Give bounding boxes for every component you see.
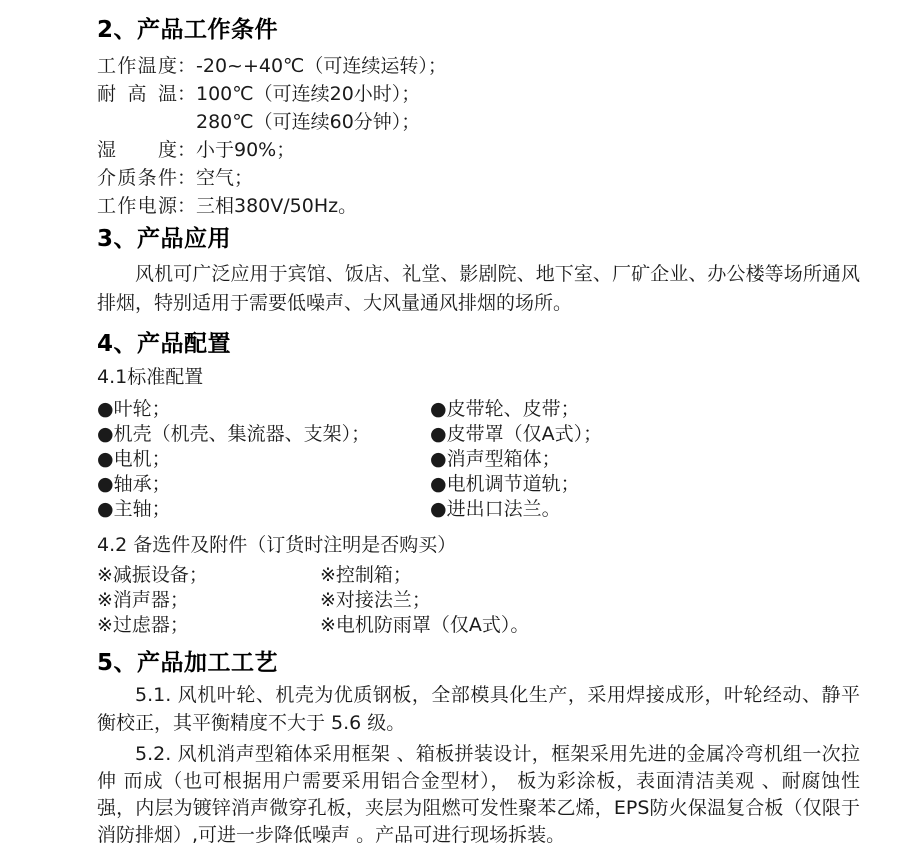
standard-config-list xyxy=(97,397,860,522)
condition-colon: ： xyxy=(177,195,197,217)
subsection-title-optional-accessories: 4.2 备选件及附件（订货时注明是否购买） xyxy=(97,534,457,556)
option-marker: ※ xyxy=(97,614,113,636)
section-heading-product-application: 3、产品应用 xyxy=(97,226,232,252)
condition-row xyxy=(97,136,860,164)
condition-label: 工作电源 xyxy=(97,195,177,217)
option-item-label: 过虑器； xyxy=(112,614,189,636)
process-paragraph-5-2: 5.2. 风机消声型箱体采用框架 、箱板拼装设计，框架采用先进的金属冷弯机组一次拉伸 而成（也可根据用户需要采用铝合金型材）， 板为彩涂板，表面清洁美观 、耐腐蚀性强，内层为镀锌消声微穿孔板，夹层为阻燃可发性聚苯乙烯，EPS防火保温复合板（仅限于消防排烟）,可进一步降低噪声 。产品可进行现场拆装。 xyxy=(97,743,860,846)
condition-label: 湿度 xyxy=(97,139,177,161)
option-marker: ※ xyxy=(320,589,336,611)
bullet-item xyxy=(430,422,860,447)
option-marker: ※ xyxy=(97,589,113,611)
section-heading-manufacturing-process: 5、产品加工工艺 xyxy=(97,650,279,676)
bullet-item xyxy=(97,397,430,422)
standard-config-column-left xyxy=(97,397,430,522)
option-item-label: 电机防雨罩（仅A式）。 xyxy=(335,614,530,636)
condition-colon: ： xyxy=(177,167,197,189)
process-paragraph-5-1: 5.1. 风机叶轮、机壳为优质钢板，全部模具化生产，采用焊接成形，叶轮经动、静平衡校正，其平衡精度不大于 5.6 级。 xyxy=(97,684,860,734)
optional-column-right xyxy=(320,563,860,638)
condition-value: 100℃（可连续20小时）； xyxy=(196,83,421,105)
bullet-item-label: 电机； xyxy=(113,448,171,470)
bullet-item xyxy=(430,397,860,422)
condition-label: 耐高温 xyxy=(97,83,177,105)
condition-label: 工作温度 xyxy=(97,55,177,77)
bullet-item-label: 轴承； xyxy=(113,473,171,495)
option-item xyxy=(97,563,320,588)
section-heading-product-configuration: 4、产品配置 xyxy=(97,331,232,357)
bullet-marker: ● xyxy=(430,398,447,420)
condition-label: 介质条件 xyxy=(97,167,177,189)
bullet-item-label: 叶轮； xyxy=(113,398,171,420)
bullet-item xyxy=(97,422,430,447)
option-item xyxy=(320,613,860,638)
bullet-marker: ● xyxy=(97,473,114,495)
bullet-item-label: 机壳（机壳、集流器、支架）； xyxy=(113,423,371,445)
bullet-item-label: 皮带轮、皮带； xyxy=(446,398,580,420)
optional-accessories-list xyxy=(97,563,860,638)
bullet-item xyxy=(97,472,430,497)
option-item xyxy=(97,613,320,638)
section-heading-working-conditions: 2、产品工作条件 xyxy=(97,17,279,43)
bullet-item xyxy=(430,497,860,522)
condition-row xyxy=(97,52,860,80)
bullet-marker: ● xyxy=(97,448,114,470)
condition-colon: ： xyxy=(177,139,197,161)
bullet-item-label: 进出口法兰。 xyxy=(446,498,561,520)
working-conditions-list xyxy=(97,52,860,220)
option-item xyxy=(320,563,860,588)
application-paragraph: 风机可广泛应用于宾馆、饭店、礼堂、影剧院、地下室、厂矿企业、办公楼等场所通风排烟，特别适用于需要低噪声、大风量通风排烟的场所。 xyxy=(97,263,860,314)
bullet-marker: ● xyxy=(97,398,114,420)
condition-row-continuation xyxy=(97,108,860,136)
condition-colon: ： xyxy=(177,83,197,105)
option-item-label: 消声器； xyxy=(112,589,189,611)
bullet-item xyxy=(97,447,430,472)
bullet-item xyxy=(430,447,860,472)
option-item xyxy=(97,588,320,613)
option-marker: ※ xyxy=(320,614,336,636)
bullet-item-label: 皮带罩（仅A式）； xyxy=(446,423,603,445)
option-marker: ※ xyxy=(320,564,336,586)
condition-row xyxy=(97,80,860,108)
condition-value: 三相380V/50Hz。 xyxy=(196,195,358,217)
option-item-label: 减振设备； xyxy=(112,564,208,586)
condition-value: -20~+40℃（可连续运转）； xyxy=(196,55,447,77)
option-item xyxy=(320,588,860,613)
bullet-item-label: 电机调节道轨； xyxy=(446,473,580,495)
condition-row xyxy=(97,164,860,192)
bullet-item-label: 主轴； xyxy=(113,498,171,520)
bullet-item-label: 消声型箱体； xyxy=(446,448,561,470)
option-item-label: 对接法兰； xyxy=(335,589,431,611)
condition-value: 280℃（可连续60分钟）； xyxy=(196,111,421,133)
standard-config-column-right xyxy=(430,397,860,522)
option-item-label: 控制箱； xyxy=(335,564,412,586)
subsection-title-standard-config: 4.1标准配置 xyxy=(97,366,204,388)
bullet-marker: ● xyxy=(430,423,447,445)
bullet-marker: ● xyxy=(97,498,114,520)
bullet-marker: ● xyxy=(97,423,114,445)
bullet-marker: ● xyxy=(430,448,447,470)
condition-value: 小于90%； xyxy=(196,139,296,161)
bullet-marker: ● xyxy=(430,473,447,495)
bullet-marker: ● xyxy=(430,498,447,520)
bullet-item xyxy=(430,472,860,497)
bullet-item xyxy=(97,497,430,522)
condition-value: 空气； xyxy=(196,167,254,189)
optional-column-left xyxy=(97,563,320,638)
option-marker: ※ xyxy=(97,564,113,586)
condition-row xyxy=(97,192,860,220)
condition-colon: ： xyxy=(177,55,197,77)
